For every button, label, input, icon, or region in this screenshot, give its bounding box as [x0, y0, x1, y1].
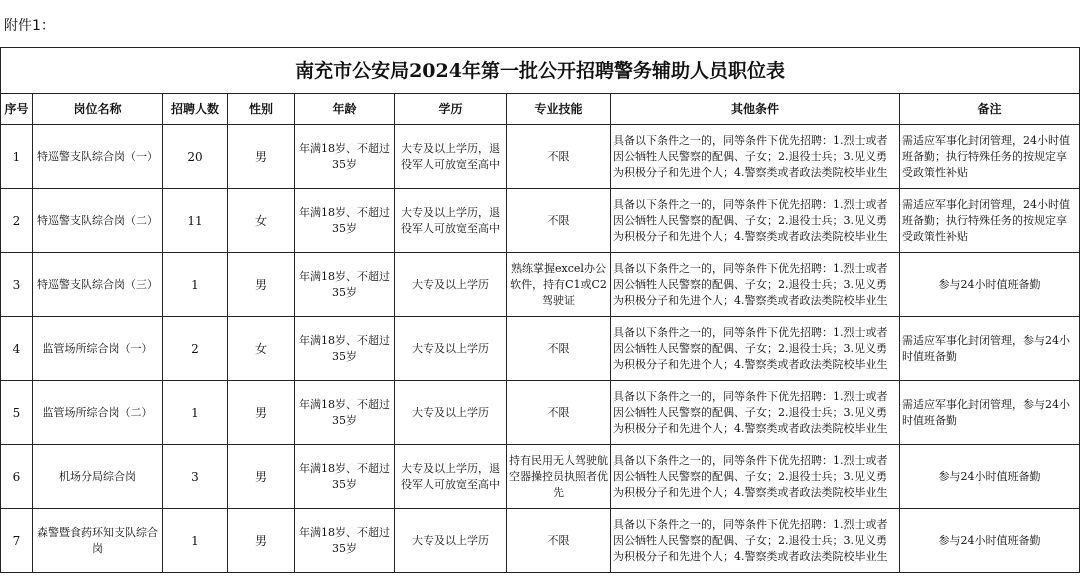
cell-gender: 男: [228, 445, 295, 509]
cell-seq: 1: [1, 125, 33, 189]
table-row: [1, 125, 1080, 189]
cell-other: 具备以下条件之一的，同等条件下优先招聘：1.烈士或者因公牺牲人民警察的配偶、子女；2.退役士兵；3.见义勇为积极分子和先进个人；4.警察类或者政法类院校毕业生: [611, 381, 900, 445]
header-age: 年龄: [295, 94, 395, 125]
cell-remark: 需适应军事化封闭管理，24小时值班备勤；执行特殊任务的按规定享受政策性补贴: [900, 125, 1080, 189]
cell-skill: 不限: [507, 509, 611, 573]
cell-seq: 6: [1, 445, 33, 509]
cell-count: 1: [163, 253, 228, 317]
cell-post: 森警暨食药环知支队综合岗: [33, 509, 163, 573]
cell-count: 20: [163, 125, 228, 189]
cell-edu: 大专及以上学历: [395, 253, 507, 317]
cell-seq: 5: [1, 381, 33, 445]
header-gender: 性别: [228, 94, 295, 125]
cell-seq: 3: [1, 253, 33, 317]
table-row: [1, 189, 1080, 253]
cell-gender: 男: [228, 125, 295, 189]
cell-post: 监管场所综合岗（二）: [33, 381, 163, 445]
cell-gender: 男: [228, 509, 295, 573]
cell-age: 年满18岁、不超过35岁: [295, 381, 395, 445]
header-seq: 序号: [1, 94, 33, 125]
cell-skill: 不限: [507, 381, 611, 445]
header-other: 其他条件: [611, 94, 900, 125]
cell-age: 年满18岁、不超过35岁: [295, 509, 395, 573]
cell-skill: 熟练掌握excel办公软件，持有C1或C2驾驶证: [507, 253, 611, 317]
header-row: [1, 94, 1080, 125]
cell-other: 具备以下条件之一的，同等条件下优先招聘：1.烈士或者因公牺牲人民警察的配偶、子女；2.退役士兵；3.见义勇为积极分子和先进个人；4.警察类或者政法类院校毕业生: [611, 317, 900, 381]
cell-other: 具备以下条件之一的，同等条件下优先招聘：1.烈士或者因公牺牲人民警察的配偶、子女；2.退役士兵；3.见义勇为积极分子和先进个人；4.警察类或者政法类院校毕业生: [611, 509, 900, 573]
header-post: 岗位名称: [33, 94, 163, 125]
cell-edu: 大专及以上学历: [395, 509, 507, 573]
cell-age: 年满18岁、不超过35岁: [295, 253, 395, 317]
cell-gender: 男: [228, 253, 295, 317]
cell-count: 11: [163, 189, 228, 253]
cell-skill: 不限: [507, 317, 611, 381]
cell-remark: 参与24小时值班备勤: [900, 445, 1080, 509]
cell-other: 具备以下条件之一的，同等条件下优先招聘：1.烈士或者因公牺牲人民警察的配偶、子女；2.退役士兵；3.见义勇为积极分子和先进个人；4.警察类或者政法类院校毕业生: [611, 253, 900, 317]
cell-other: 具备以下条件之一的，同等条件下优先招聘：1.烈士或者因公牺牲人民警察的配偶、子女；2.退役士兵；3.见义勇为积极分子和先进个人；4.警察类或者政法类院校毕业生: [611, 445, 900, 509]
cell-count: 3: [163, 445, 228, 509]
table-row: [1, 445, 1080, 509]
cell-edu: 大专及以上学历，退役军人可放宽至高中: [395, 125, 507, 189]
cell-edu: 大专及以上学历: [395, 381, 507, 445]
cell-seq: 7: [1, 509, 33, 573]
table-row: [1, 381, 1080, 445]
cell-skill: 不限: [507, 189, 611, 253]
cell-post: 机场分局综合岗: [33, 445, 163, 509]
table-row: [1, 253, 1080, 317]
cell-gender: 女: [228, 317, 295, 381]
cell-post: 特巡警支队综合岗（三）: [33, 253, 163, 317]
table-row: [1, 509, 1080, 573]
cell-edu: 大专及以上学历，退役军人可放宽至高中: [395, 445, 507, 509]
cell-post: 特巡警支队综合岗（一）: [33, 125, 163, 189]
cell-remark: 需适应军事化封闭管理，参与24小时值班备勤: [900, 317, 1080, 381]
cell-age: 年满18岁、不超过35岁: [295, 317, 395, 381]
cell-edu: 大专及以上学历，退役军人可放宽至高中: [395, 189, 507, 253]
cell-gender: 女: [228, 189, 295, 253]
cell-remark: 参与24小时值班备勤: [900, 253, 1080, 317]
cell-age: 年满18岁、不超过35岁: [295, 125, 395, 189]
cell-other: 具备以下条件之一的，同等条件下优先招聘：1.烈士或者因公牺牲人民警察的配偶、子女；2.退役士兵；3.见义勇为积极分子和先进个人；4.警察类或者政法类院校毕业生: [611, 125, 900, 189]
cell-post: 特巡警支队综合岗（二）: [33, 189, 163, 253]
header-remark: 备注: [900, 94, 1080, 125]
cell-remark: 参与24小时值班备勤: [900, 509, 1080, 573]
title-row: [1, 48, 1080, 94]
table-title: 南充市公安局2024年第一批公开招聘警务辅助人员职位表: [1, 48, 1080, 94]
cell-remark: 需适应军事化封闭管理，参与24小时值班备勤: [900, 381, 1080, 445]
header-edu: 学历: [395, 94, 507, 125]
cell-seq: 2: [1, 189, 33, 253]
cell-post: 监管场所综合岗（一）: [33, 317, 163, 381]
cell-skill: 持有民用无人驾驶航空器操控员执照者优先: [507, 445, 611, 509]
cell-seq: 4: [1, 317, 33, 381]
header-count: 招聘人数: [163, 94, 228, 125]
attachment-label: 附件1：: [4, 18, 55, 34]
header-skill: 专业技能: [507, 94, 611, 125]
cell-edu: 大专及以上学历: [395, 317, 507, 381]
table-row: [1, 317, 1080, 381]
cell-count: 1: [163, 509, 228, 573]
cell-other: 具备以下条件之一的，同等条件下优先招聘：1.烈士或者因公牺牲人民警察的配偶、子女；2.退役士兵；3.见义勇为积极分子和先进个人；4.警察类或者政法类院校毕业生: [611, 189, 900, 253]
cell-gender: 男: [228, 381, 295, 445]
cell-age: 年满18岁、不超过35岁: [295, 189, 395, 253]
cell-remark: 需适应军事化封闭管理，24小时值班备勤；执行特殊任务的按规定享受政策性补贴: [900, 189, 1080, 253]
positions-table: [0, 47, 1080, 573]
cell-skill: 不限: [507, 125, 611, 189]
cell-age: 年满18岁、不超过35岁: [295, 445, 395, 509]
cell-count: 2: [163, 317, 228, 381]
cell-count: 1: [163, 381, 228, 445]
